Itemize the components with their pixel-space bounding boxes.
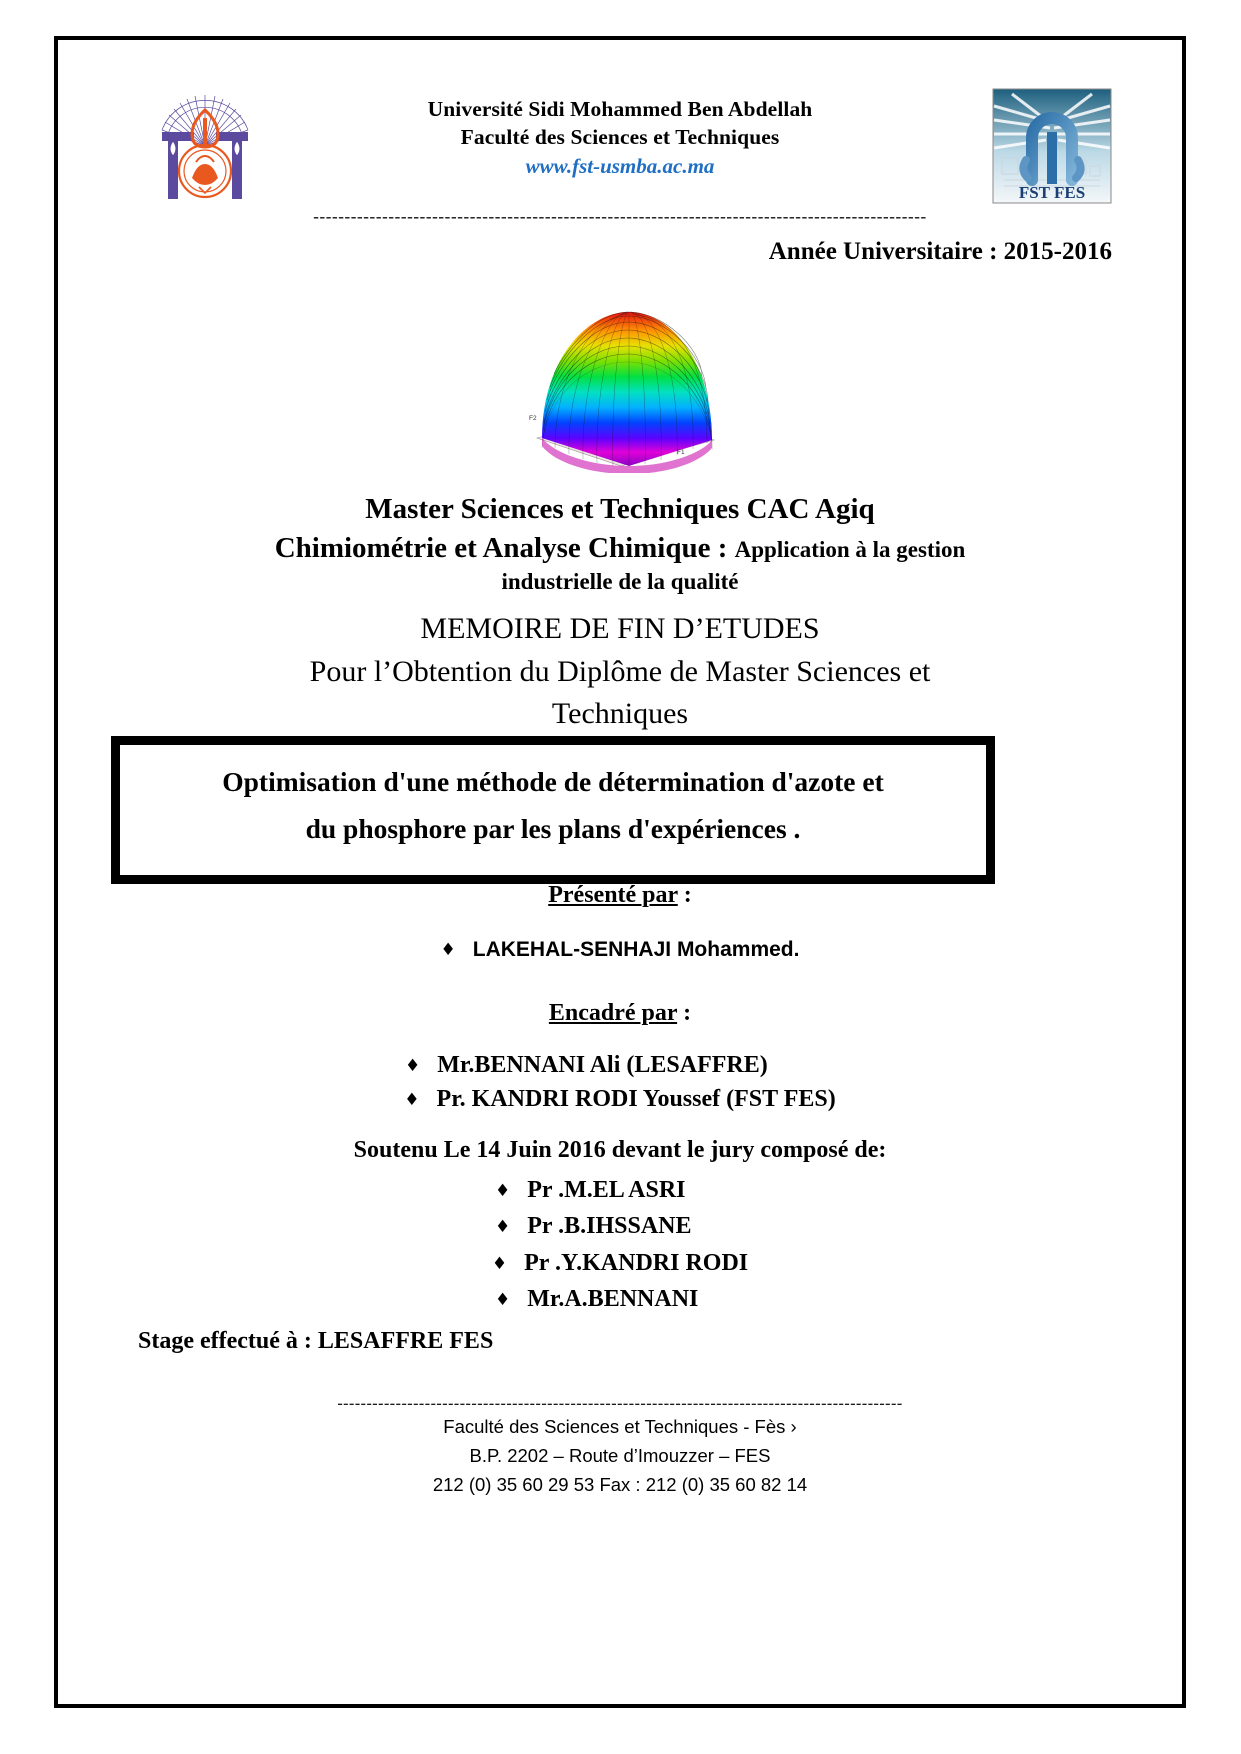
supervisor-list xyxy=(58,1048,1182,1116)
list-item xyxy=(58,1082,1182,1116)
usmba-seal-logo xyxy=(150,88,260,206)
university-name: Université Sidi Mohammed Ben Abdellah xyxy=(427,97,813,121)
supervisor-entry xyxy=(404,1082,835,1116)
academic-year: Année Universitaire : 2015-2016 xyxy=(768,238,1112,265)
thesis-subject-box xyxy=(111,736,995,884)
list-item xyxy=(58,1048,1182,1082)
diamond-bullet-icon: ♦ xyxy=(495,1181,511,1201)
document-footer xyxy=(230,1412,1010,1500)
thesis-subject-line-2: du phosphore par les plans d'expériences . xyxy=(305,812,801,844)
list-item xyxy=(58,1208,1182,1244)
diamond-bullet-icon: ♦ xyxy=(495,1290,511,1311)
jury-entry xyxy=(495,1172,745,1208)
faculty-website[interactable]: www.fst-usmba.ac.ma xyxy=(525,153,715,178)
jury-list xyxy=(58,1172,1182,1318)
footer-divider: ------------------------------------------------------------------------------------------------- xyxy=(337,1395,903,1412)
diamond-bullet-icon: ♦ xyxy=(405,1056,421,1076)
supervisor-name: Pr. KANDRI RODI Youssef (FST FES) xyxy=(436,1086,836,1113)
footer-line-2: B.P. 2202 – Route d’Imouzzer – FES xyxy=(469,1445,771,1467)
memoire-line-3: Techniques xyxy=(551,697,689,731)
presented-by-heading-colon: : xyxy=(677,882,692,908)
jury-entry xyxy=(495,1281,745,1317)
supervisor-name: Mr.BENNANI Ali (LESAFFRE) xyxy=(437,1052,768,1078)
student-name: LAKEHAL-SENHAJI Mohammed. xyxy=(472,938,800,961)
jury-member-name: Mr.A.BENNANI xyxy=(527,1286,699,1313)
diamond-bullet-icon: ♦ xyxy=(440,940,456,960)
diamond-bullet-icon: ♦ xyxy=(404,1090,420,1111)
memoire-line-2: Pour l’Obtention du Diplôme de Master Sciences et xyxy=(309,654,931,688)
list-item xyxy=(58,1281,1182,1317)
program-line-3: industrielle de la qualité xyxy=(501,569,739,595)
figure-axis-label-f2: F2 xyxy=(529,415,537,422)
program-line-2-sub: Application à la gestion xyxy=(734,536,966,562)
supervised-by-heading-underlined: Encadré par xyxy=(548,1000,678,1026)
figure-axis-label-f1: F1 xyxy=(677,449,685,456)
jury-member-name: Pr .B.IHSSANE xyxy=(527,1213,692,1240)
defense-line: Soutenu Le 14 Juin 2016 devant le jury composé de: xyxy=(353,1137,887,1163)
supervisor-entry xyxy=(405,1048,835,1082)
page-content xyxy=(58,40,1182,1704)
header-divider: -------------------------------------------------------------------------------------------------- xyxy=(313,207,927,226)
jury-member-name: Pr .M.EL ASRI xyxy=(527,1177,686,1203)
list-item xyxy=(58,1172,1182,1208)
thesis-subject-line-1: Optimisation d'une méthode de détermination d'azote et xyxy=(222,766,884,797)
document-header xyxy=(58,80,1182,205)
jury-entry xyxy=(492,1245,748,1281)
footer-line-1: Faculté des Sciences et Techniques - Fès › xyxy=(443,1416,797,1437)
supervised-by-heading xyxy=(58,1000,1182,1027)
list-item xyxy=(58,1245,1182,1281)
fst-fes-logo-caption: FST FES xyxy=(1018,183,1086,202)
header-title-block xyxy=(310,96,930,180)
presented-by-heading-underlined: Présenté par xyxy=(548,882,678,908)
faculty-name: Faculté des Sciences et Techniques xyxy=(460,124,780,149)
footer-line-3: 212 (0) 35 60 29 53 Fax : 212 (0) 35 60 82 14 xyxy=(432,1474,808,1496)
diamond-bullet-icon: ♦ xyxy=(491,1253,508,1274)
page-border xyxy=(54,36,1186,1708)
list-item xyxy=(441,938,800,961)
presented-by-heading xyxy=(58,882,1182,909)
internship-line: Stage effectué à : LESAFFRE FES xyxy=(138,1328,494,1354)
fst-fes-logo xyxy=(992,88,1112,204)
program-line-1: Master Sciences et Techniques CAC Agiq xyxy=(365,493,875,525)
jury-entry xyxy=(495,1208,745,1244)
program-line-2 xyxy=(200,529,1040,568)
program-line-2-main: Chimiométrie et Analyse Chimique : xyxy=(274,531,735,564)
supervised-by-heading-colon: : xyxy=(677,1000,692,1026)
jury-member-name: Pr .Y.KANDRI RODI xyxy=(524,1249,749,1276)
memoire-line-1: MEMOIRE DE FIN D’ETUDES xyxy=(420,612,820,645)
response-surface-figure xyxy=(509,288,731,473)
student-list xyxy=(58,938,1182,962)
diamond-bullet-icon: ♦ xyxy=(495,1217,511,1238)
program-title-block xyxy=(200,490,1040,598)
memoire-block xyxy=(190,608,1050,736)
